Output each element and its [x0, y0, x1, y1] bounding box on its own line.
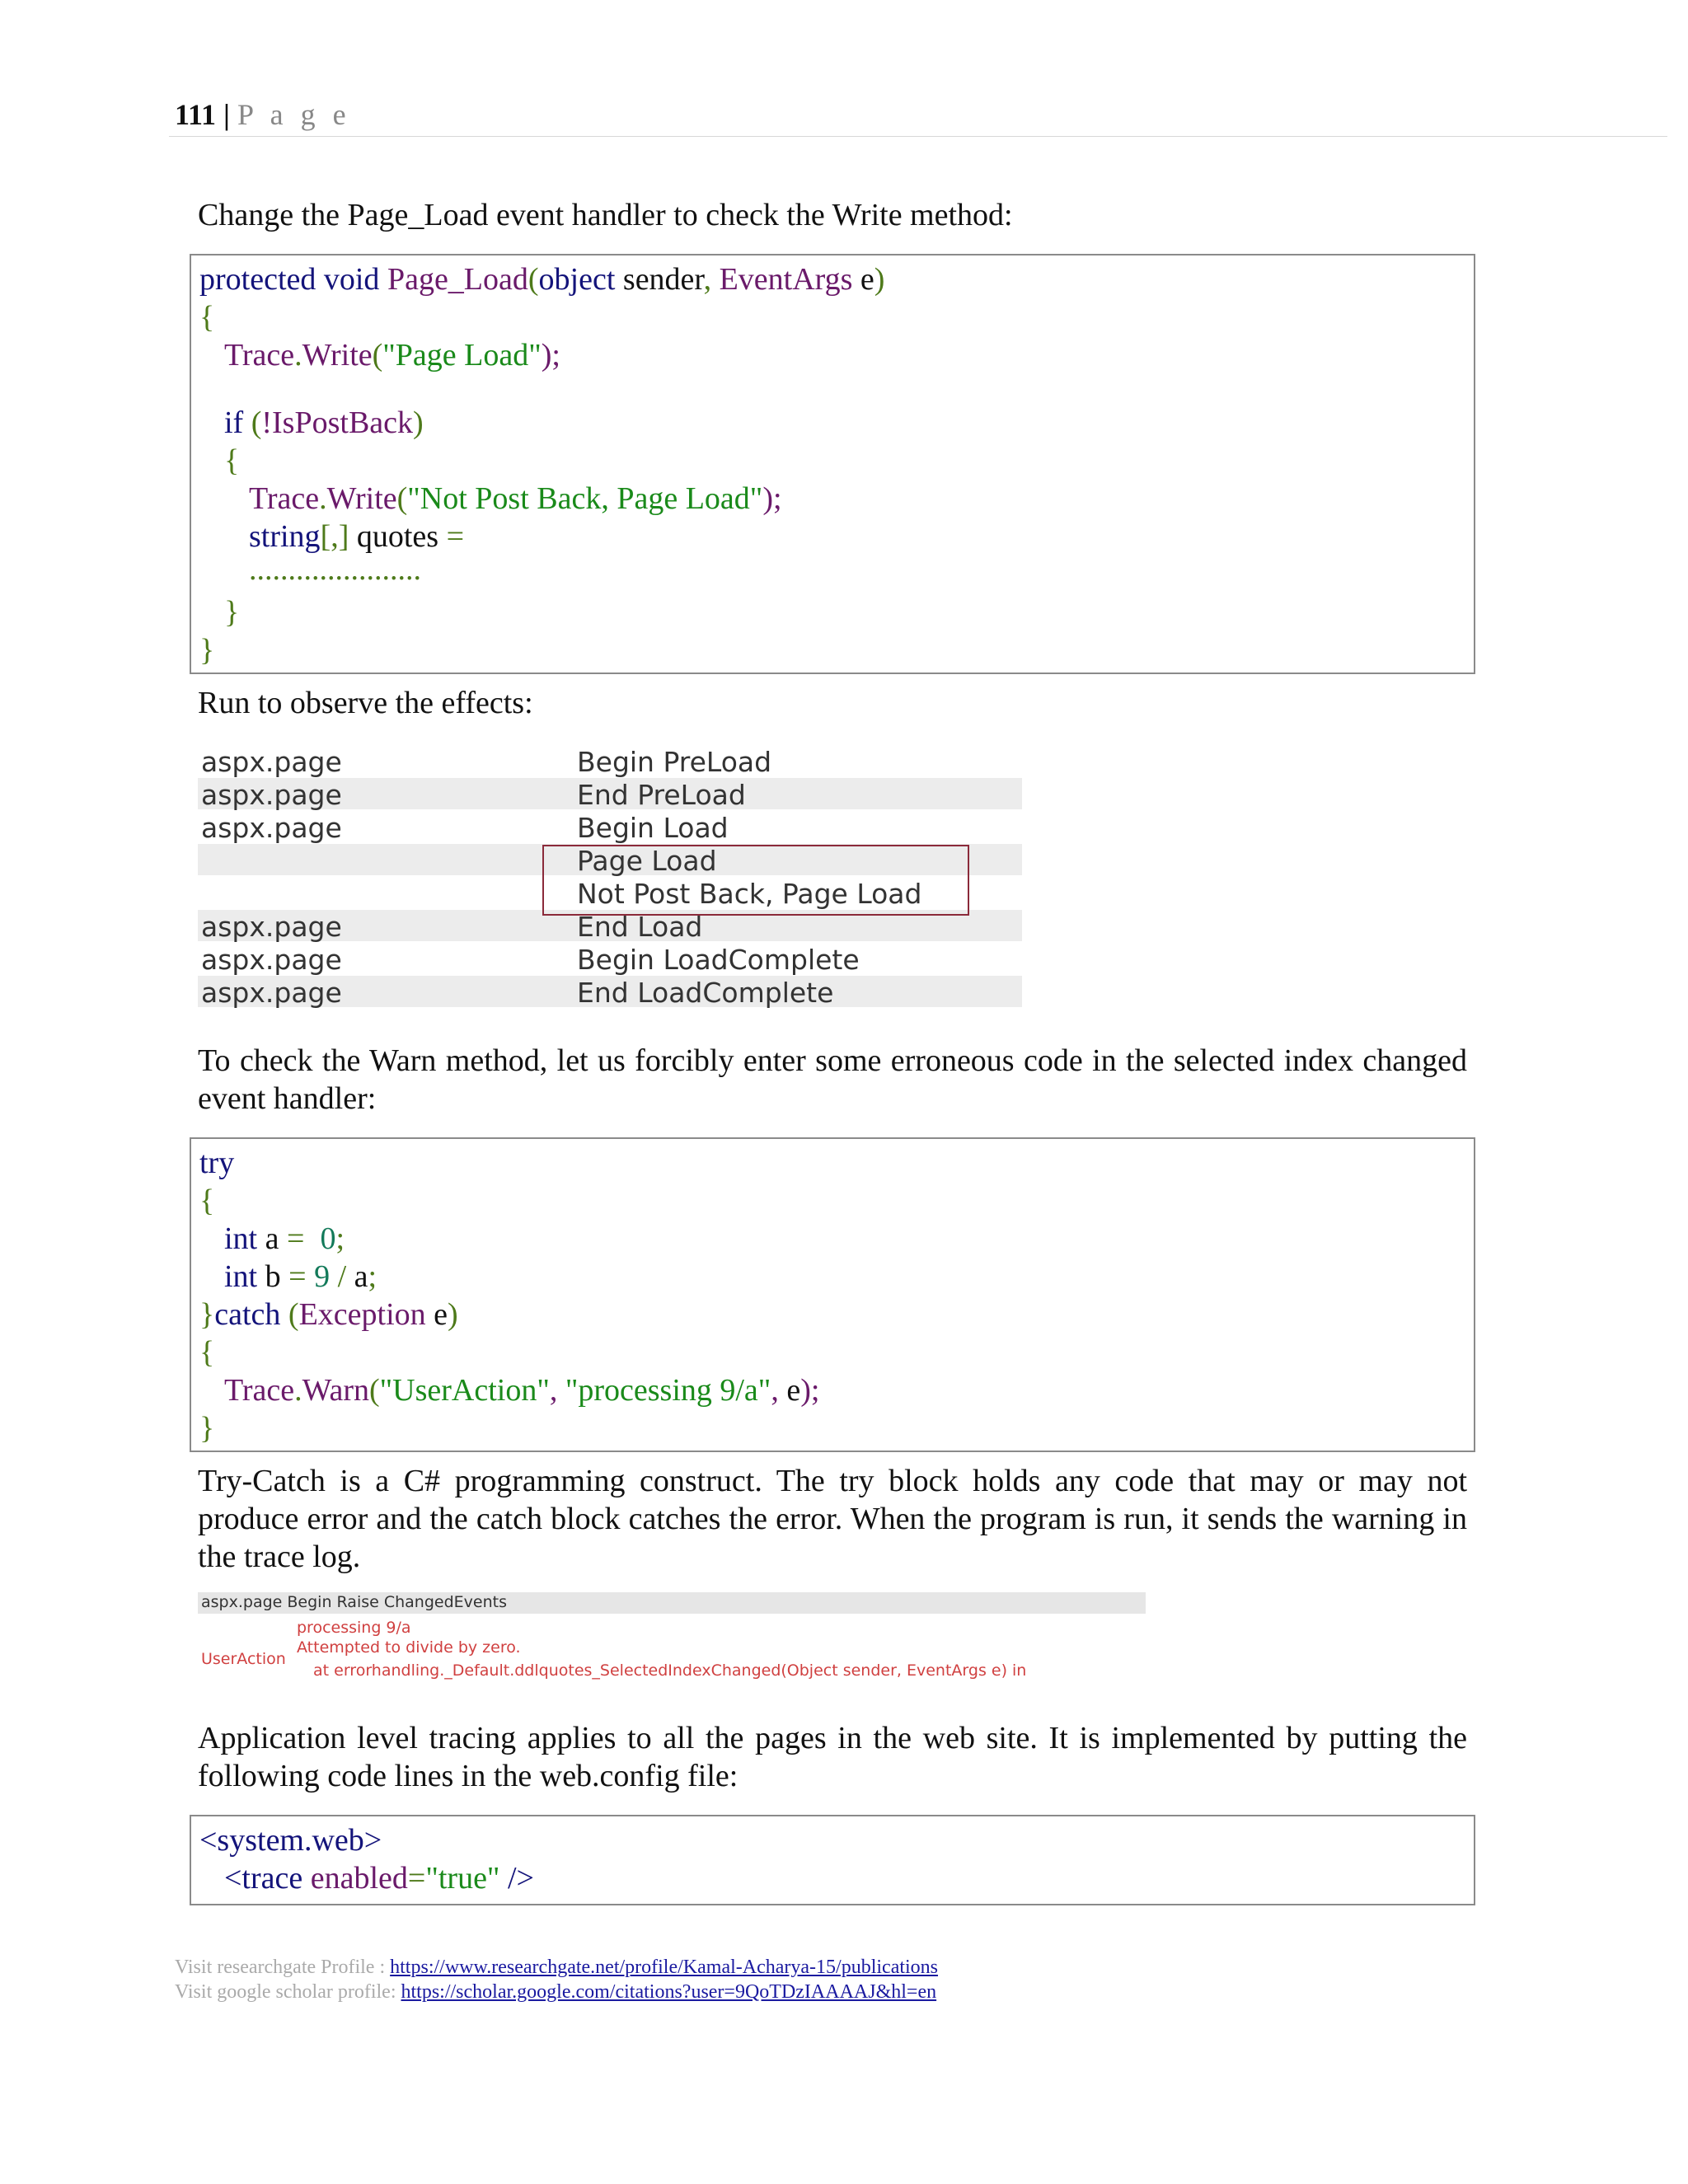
- warn-log-stack: at errorhandling._Default.ddlquotes_SelectedIndexChanged(Object sender, EventArgs e) in: [313, 1661, 1027, 1680]
- code-token: [,]: [320, 519, 349, 554]
- trace-category: aspx.page: [201, 911, 342, 943]
- warn-log-screenshot: [198, 1592, 1146, 1687]
- code-line: ......................: [249, 552, 421, 587]
- code-line: {: [224, 443, 240, 478]
- footer-scholar: [175, 1981, 936, 2004]
- trace-row: [198, 811, 1022, 842]
- code-token: sender: [615, 262, 704, 297]
- intro-paragraph: Change the Page_Load event handler to check the Write method:: [198, 198, 1013, 232]
- header-separator: |: [223, 98, 230, 131]
- code-block-web-config: [190, 1815, 1475, 1905]
- code-token: "UserAction": [379, 1373, 550, 1408]
- trycatch-paragraph: Try-Catch is a C# programming construct. The try block holds any code that may or may not produce error and the catch block catches the error. When the program is run, it sends the warning in the trace log.: [198, 1464, 1467, 1574]
- code-token: a: [257, 1221, 279, 1256]
- code-token: "Page Load": [382, 338, 542, 373]
- code-token: />: [499, 1861, 534, 1896]
- code-token: string: [249, 519, 321, 554]
- code-token: quotes: [349, 519, 439, 554]
- code-line: [199, 260, 884, 298]
- code-block-page-load: [190, 254, 1475, 674]
- header-rule: [169, 136, 1667, 137]
- code-token: enabled: [302, 1861, 408, 1896]
- code-line: [224, 1220, 345, 1258]
- code-token: Page_Load: [379, 262, 528, 297]
- page-word: P a g e: [237, 98, 351, 131]
- code-token: Trace: [224, 1373, 295, 1408]
- footer-gs-label: Visit google scholar profile:: [175, 1981, 401, 2003]
- code-token: Write: [302, 338, 373, 373]
- code-line: [224, 336, 560, 374]
- code-token: Trace: [224, 338, 295, 373]
- code-token: <trace: [224, 1861, 303, 1896]
- code-token: object: [538, 262, 616, 297]
- trace-row: [198, 976, 1022, 1007]
- code-token: .: [294, 338, 302, 373]
- code-token: =: [407, 1861, 426, 1896]
- code-token: );: [762, 481, 782, 516]
- trace-category: aspx.page: [201, 812, 342, 844]
- code-token: ): [448, 1297, 458, 1332]
- code-token: ,: [549, 1373, 558, 1408]
- code-line: }: [199, 1411, 215, 1446]
- code-token: e: [425, 1297, 448, 1332]
- trace-message: Begin LoadComplete: [577, 944, 860, 976]
- code-token: =: [279, 1221, 305, 1256]
- code-token: !IsPostBack: [261, 405, 414, 440]
- code-token: );: [541, 338, 560, 373]
- code-token: ,: [703, 262, 712, 297]
- code-token: e: [778, 1373, 801, 1408]
- code-line: [224, 1371, 819, 1409]
- code-token: Exception: [298, 1297, 426, 1332]
- code-token: }: [199, 1297, 215, 1332]
- code-token: b: [257, 1259, 281, 1294]
- code-token: catch: [214, 1297, 281, 1332]
- code-token: ;: [335, 1221, 345, 1256]
- code-line: {: [199, 1183, 215, 1218]
- code-token: protected void: [199, 262, 380, 297]
- trace-output-screenshot: [198, 745, 1022, 1009]
- trace-highlight-box: [542, 845, 969, 916]
- code-line: <system.web>: [199, 1823, 382, 1858]
- code-token: .: [294, 1373, 302, 1408]
- code-token: 9: [306, 1259, 331, 1294]
- code-token: Warn: [302, 1373, 369, 1408]
- trace-category: aspx.page: [201, 779, 342, 811]
- code-line: [249, 480, 782, 518]
- code-token: EventArgs: [711, 262, 853, 297]
- trace-message: Begin Load: [577, 812, 729, 844]
- page-header: [175, 97, 351, 132]
- code-token: );: [800, 1373, 820, 1408]
- app-tracing-paragraph: Application level tracing applies to all the pages in the web site. It is implemented by putting the following code lines in the web.config file:: [198, 1721, 1467, 1793]
- footer-rg-label: Visit researchgate Profile :: [175, 1957, 391, 1978]
- trace-category: aspx.page: [201, 944, 342, 976]
- trace-message: Begin PreLoad: [577, 746, 772, 778]
- code-token: e: [852, 262, 874, 297]
- code-token: if: [224, 405, 244, 440]
- code-line: try: [199, 1146, 235, 1180]
- code-line: [224, 404, 424, 442]
- code-token: "Not Post Back, Page Load": [407, 481, 763, 516]
- trace-category: aspx.page: [201, 746, 342, 778]
- researchgate-link[interactable]: https://www.researchgate.net/profile/Kamal-Acharya-15/publications: [390, 1957, 939, 1978]
- code-token: (: [528, 262, 539, 297]
- trace-message: Page Load: [577, 845, 717, 877]
- code-line: [224, 1258, 377, 1296]
- code-line: [224, 1859, 534, 1897]
- footer-researchgate: [175, 1957, 938, 1979]
- code-token: (: [372, 338, 383, 373]
- code-token: =: [438, 519, 465, 554]
- code-block-try-catch: [190, 1137, 1475, 1452]
- trace-message: End LoadComplete: [577, 977, 834, 1009]
- code-token: ,: [771, 1373, 779, 1408]
- google-scholar-link[interactable]: https://scholar.google.com/citations?user=9QoTDzIAAAAJ&hl=en: [401, 1981, 937, 2003]
- code-token: "true": [425, 1861, 500, 1896]
- code-token: .: [319, 481, 327, 516]
- code-line: }: [199, 633, 215, 668]
- warn-intro-paragraph: To check the Warn method, let us forcibly enter some erroneous code in the selected index changed event handler:: [198, 1043, 1467, 1116]
- code-token: /: [330, 1259, 347, 1294]
- trace-message: Not Post Back, Page Load: [577, 878, 922, 910]
- code-token: (: [243, 405, 262, 440]
- code-token: 0: [304, 1221, 336, 1256]
- trace-message: End PreLoad: [577, 779, 746, 811]
- code-token: =: [280, 1259, 307, 1294]
- code-token: ): [874, 262, 885, 297]
- code-token: ): [413, 405, 424, 440]
- page-number: 111: [175, 98, 217, 131]
- code-line: {: [199, 1335, 215, 1370]
- code-line: [199, 1296, 458, 1333]
- trace-row: [198, 745, 1022, 776]
- code-token: "processing 9/a": [557, 1373, 771, 1408]
- code-line: {: [199, 300, 215, 335]
- code-token: Write: [326, 481, 397, 516]
- code-token: ;: [368, 1259, 377, 1294]
- warn-log-message: processing 9/a: [297, 1619, 411, 1637]
- warn-log-begin-row: aspx.page Begin Raise ChangedEvents: [201, 1593, 507, 1611]
- code-token: (: [396, 481, 408, 516]
- code-token: (: [368, 1373, 380, 1408]
- code-line: }: [224, 595, 240, 630]
- trace-row: [198, 943, 1022, 974]
- trace-category: aspx.page: [201, 977, 342, 1009]
- warn-log-message: Attempted to divide by zero.: [297, 1638, 521, 1657]
- run-paragraph: Run to observe the effects:: [198, 686, 533, 720]
- code-token: int: [224, 1221, 258, 1256]
- trace-message: End Load: [577, 911, 703, 943]
- code-token: Trace: [249, 481, 320, 516]
- warn-log-category: UserAction: [201, 1650, 286, 1668]
- code-token: a: [346, 1259, 368, 1294]
- code-token: int: [224, 1259, 258, 1294]
- trace-row: [198, 778, 1022, 809]
- code-token: (: [280, 1297, 299, 1332]
